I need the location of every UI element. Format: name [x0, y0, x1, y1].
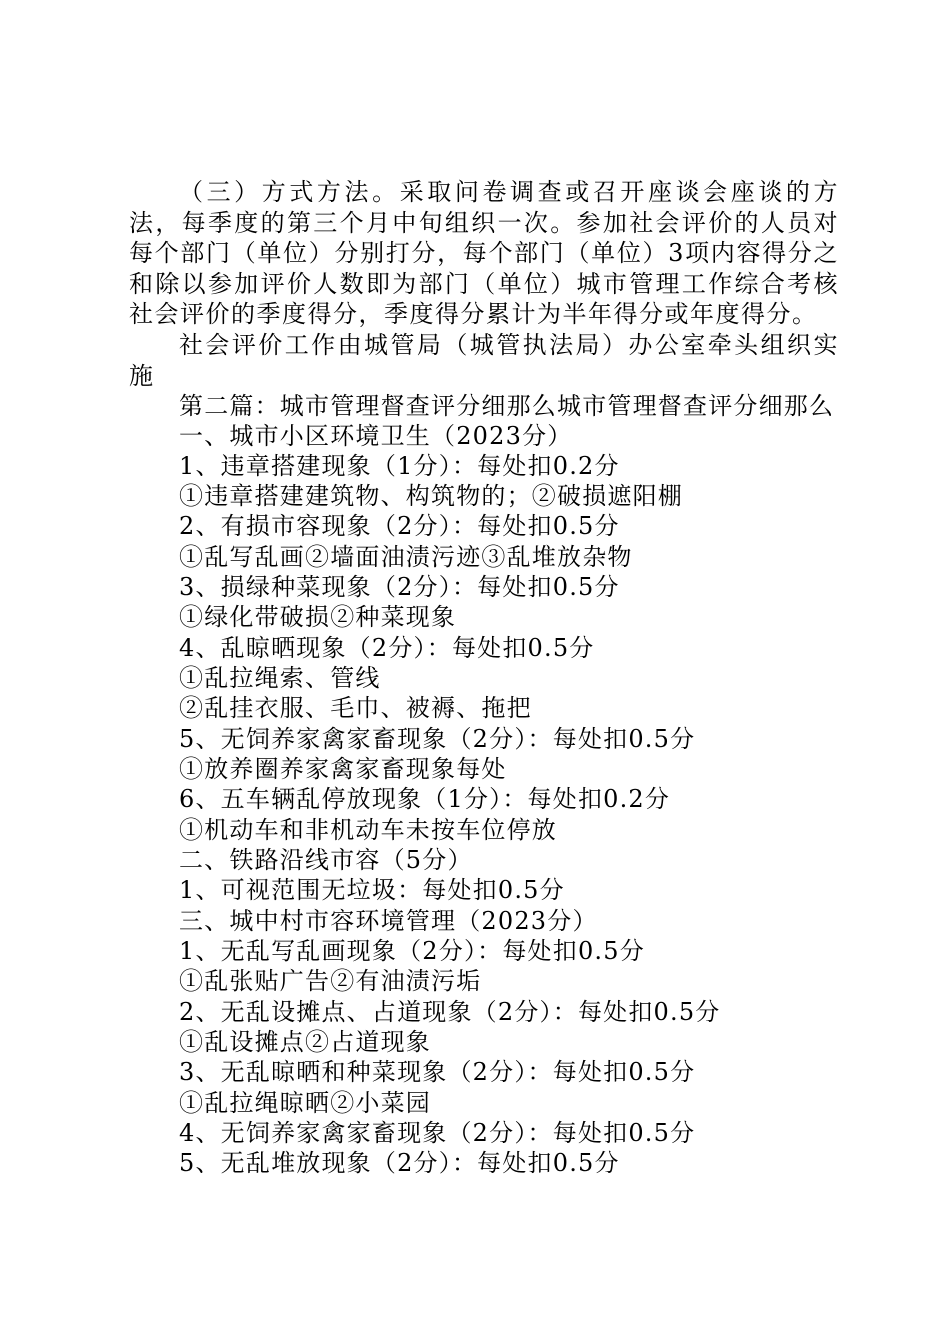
list-item: ①乱拉绳索、管线 — [179, 664, 381, 692]
section-heading: 第二篇：城市管理督查评分细那么城市管理督查评分细那么 — [179, 392, 835, 420]
list-item: 4、乱晾晒现象（2分）：每处扣0.5分 — [179, 634, 595, 662]
list-item: 3、无乱晾晒和种菜现象（2分）：每处扣0.5分 — [179, 1058, 696, 1086]
list-item: 5、无乱堆放现象（2分）：每处扣0.5分 — [179, 1149, 620, 1177]
list-item: 1、可视范围无垃圾：每处扣0.5分 — [179, 876, 565, 904]
list-item: 4、无饲养家禽家畜现象（2分）：每处扣0.5分 — [179, 1119, 696, 1147]
list-item: ①绿化带破损②种菜现象 — [179, 603, 457, 631]
list-item: 一、城市小区环境卫生（2023分） — [179, 422, 573, 450]
list-item: ①乱写乱画②墙面油渍污迹③乱堆放杂物 — [179, 543, 633, 571]
list-item: 1、违章搭建现象（1分）：每处扣0.2分 — [179, 452, 620, 480]
list-item: 5、无饲养家禽家畜现象（2分）：每处扣0.5分 — [179, 725, 696, 753]
list-item: 6、五车辆乱停放现象（1分）：每处扣0.2分 — [179, 785, 671, 813]
list-item: 1、无乱写乱画现象（2分）：每处扣0.5分 — [179, 937, 645, 965]
list-item: 2、有损市容现象（2分）：每处扣0.5分 — [179, 512, 620, 540]
list-item: 二、铁路沿线市容（5分） — [179, 846, 473, 874]
list-item: ①机动车和非机动车未按车位停放 — [179, 816, 557, 844]
list-item: 3、损绿种菜现象（2分）：每处扣0.5分 — [179, 573, 620, 601]
list-item: ②乱挂衣服、毛巾、被褥、拖把 — [179, 694, 532, 722]
list-item: ①违章搭建建筑物、构筑物的；②破损遮阳棚 — [179, 482, 683, 510]
list-item: 三、城中村市容环境管理（2023分） — [179, 907, 598, 935]
list-item: ①乱拉绳晾晒②小菜园 — [179, 1089, 431, 1117]
paragraph-organizer: 社会评价工作由城管局（城管执法局）办公室牵头组织实施 — [129, 331, 839, 390]
list-item: ①乱设摊点②占道现象 — [179, 1028, 431, 1056]
list-item: ①放养圈养家禽家畜现象每处 — [179, 755, 507, 783]
list-item: 2、无乱设摊点、占道现象（2分）：每处扣0.5分 — [179, 998, 721, 1026]
list-item: ①乱张贴广告②有油渍污垢 — [179, 967, 482, 995]
paragraph-methods: （三）方式方法。采取问卷调查或召开座谈会座谈的方法，每季度的第三个月中旬组织一次。参加社会评价的人员对每个部门（单位）分别打分，每个部门（单位）3项内容得分之和除以参加评价人数即为部门（单位）城市管理工作综合考核社会评价的季度得分，季度得分累计为半年得分或年度得分。 — [129, 178, 839, 328]
